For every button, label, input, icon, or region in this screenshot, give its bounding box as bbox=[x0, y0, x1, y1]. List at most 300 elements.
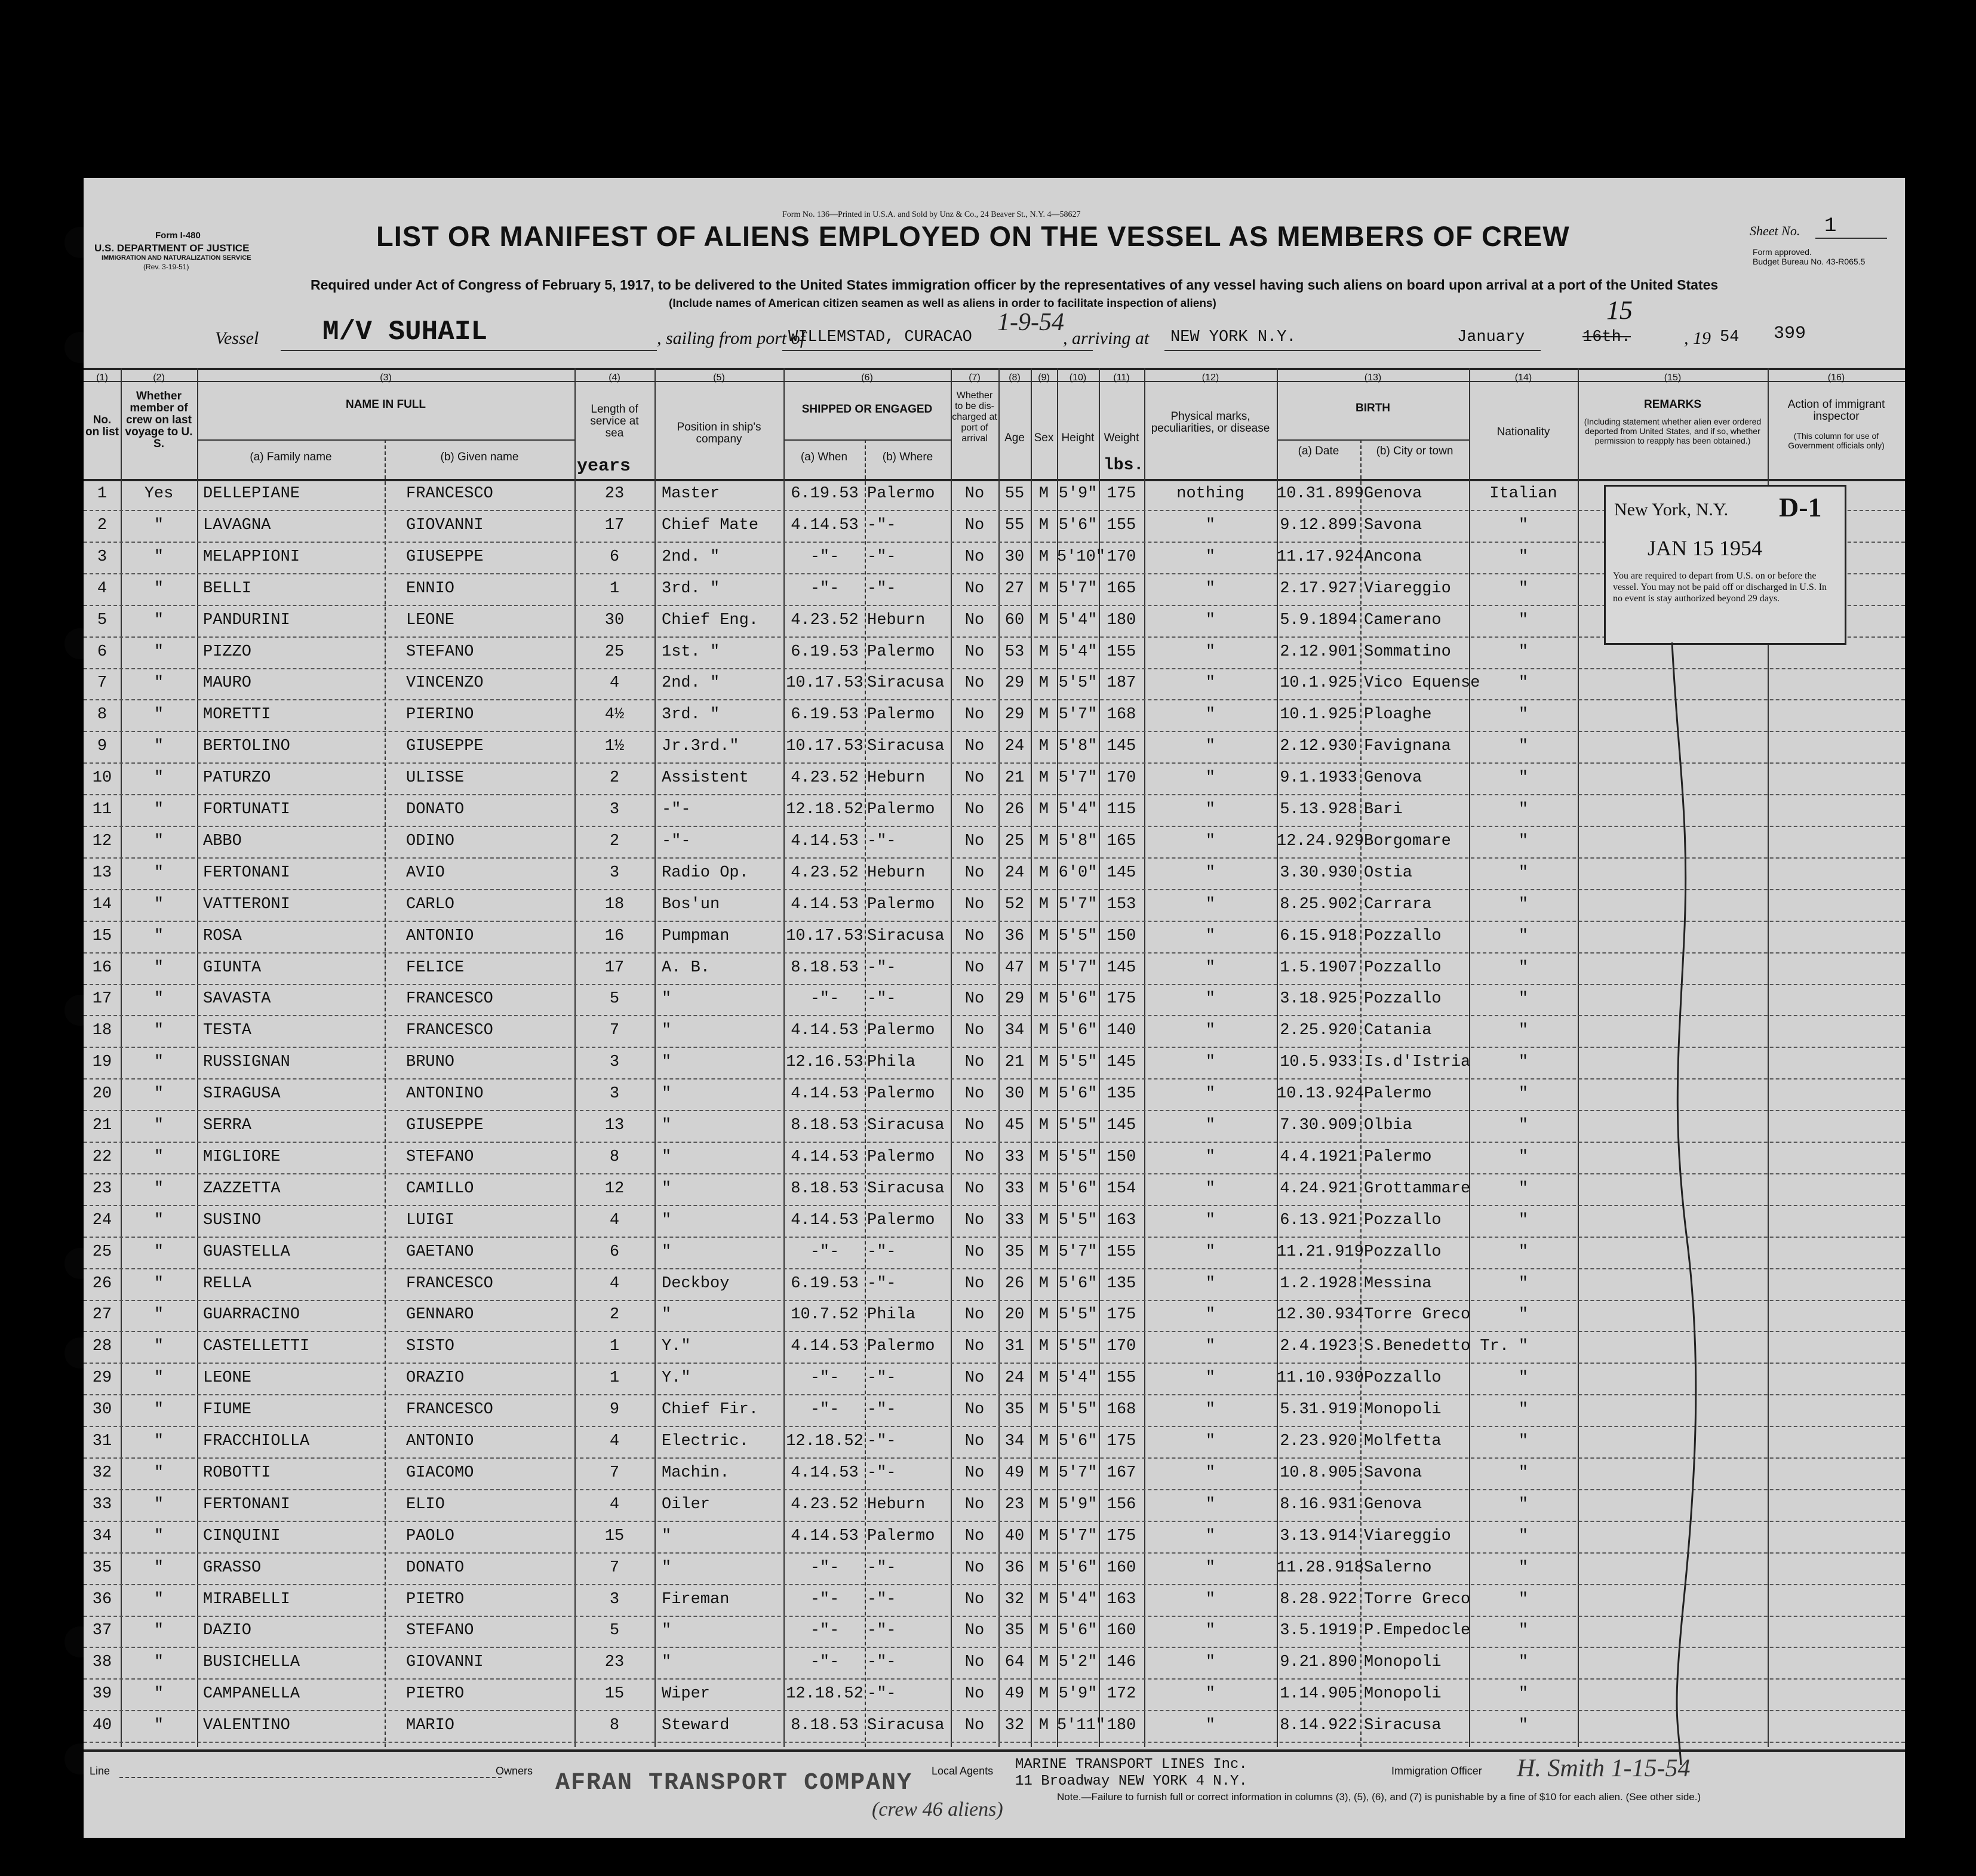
cell-family-name: SERRA bbox=[203, 1117, 252, 1134]
cell-birth-city: Genova bbox=[1364, 485, 1422, 503]
cell-years-service: 18 bbox=[604, 895, 625, 914]
col-num-3: (3) bbox=[380, 373, 392, 383]
cell-height: 5'6" bbox=[1058, 990, 1098, 1008]
col-num-13: (13) bbox=[1364, 373, 1382, 383]
header-discharged: Whether to be dis-charged at port of arrival bbox=[952, 390, 997, 444]
cell-shipped-when: 4.14.53 bbox=[791, 1085, 859, 1103]
cell-weight: 135 bbox=[1107, 1274, 1136, 1293]
cell-discharged: No bbox=[964, 958, 985, 977]
cell-years-service: 8 bbox=[609, 1717, 620, 1735]
cell-nationality: " bbox=[1518, 516, 1529, 534]
cell-years-service: 6 bbox=[609, 548, 620, 566]
cell-height: 5'9" bbox=[1058, 1685, 1098, 1703]
cell-shipped-where: Palermo bbox=[867, 1148, 935, 1166]
cell-sex: M bbox=[1038, 579, 1049, 598]
cell-birth-city: Vico Equense bbox=[1364, 674, 1480, 693]
cell-family-name: BUSICHELLA bbox=[203, 1653, 300, 1672]
cell-given-name: FRANCESCO bbox=[406, 1022, 493, 1040]
cell-given-name: GAETANO bbox=[406, 1243, 474, 1261]
cell-shipped-when: 6.19.53 bbox=[791, 642, 859, 661]
cell-discharged: No bbox=[964, 1432, 985, 1450]
cell-position: Y." bbox=[662, 1369, 691, 1388]
cell-nationality: " bbox=[1518, 1463, 1529, 1482]
cell-row-number: 30 bbox=[92, 1401, 112, 1419]
cell-birth-date: 11.28.918 bbox=[1277, 1558, 1364, 1577]
cell-age: 29 bbox=[1004, 674, 1025, 693]
table-row bbox=[84, 1680, 1905, 1711]
cell-previous-voyage: " bbox=[153, 1211, 164, 1229]
cell-height: 5'8" bbox=[1058, 737, 1098, 756]
cell-shipped-where: Siracusa bbox=[867, 737, 945, 756]
cell-family-name: GRASSO bbox=[203, 1558, 262, 1577]
cell-sex: M bbox=[1038, 548, 1049, 566]
cell-family-name: VATTERONI bbox=[203, 895, 290, 914]
cell-weight: 145 bbox=[1107, 737, 1136, 756]
cell-shipped-where: -"- bbox=[867, 1401, 896, 1419]
cell-age: 21 bbox=[1004, 769, 1025, 788]
cell-physical-marks: " bbox=[1205, 1685, 1216, 1703]
cell-years-service: 1 bbox=[609, 1369, 620, 1388]
cell-position: " bbox=[662, 1053, 672, 1072]
header-name-in-full: NAME IN FULL bbox=[345, 398, 426, 411]
manifest-title: LIST OR MANIFEST OF ALIENS EMPLOYED ON THE VESSEL AS MEMBERS OF CREW bbox=[376, 220, 1570, 252]
stamp-code: D-1 bbox=[1779, 492, 1822, 522]
cell-weight: 180 bbox=[1107, 1717, 1136, 1735]
cell-discharged: No bbox=[964, 1085, 985, 1103]
cell-shipped-where: Palermo bbox=[867, 1022, 935, 1040]
cell-birth-date: 6.15.918 bbox=[1280, 927, 1357, 945]
cell-discharged: No bbox=[964, 927, 985, 945]
cell-given-name: ORAZIO bbox=[406, 1369, 465, 1388]
immigration-officer-label: Immigration Officer bbox=[1391, 1765, 1482, 1777]
cell-nationality: " bbox=[1518, 1022, 1529, 1040]
cell-physical-marks: " bbox=[1205, 1211, 1216, 1229]
cell-given-name: ANTONIO bbox=[406, 1432, 474, 1450]
stamp-date: JAN 15 1954 bbox=[1648, 536, 1763, 560]
cell-given-name: FRANCESCO bbox=[406, 1401, 493, 1419]
cell-shipped-where: Palermo bbox=[867, 1527, 935, 1545]
table-row bbox=[84, 1459, 1905, 1490]
cell-sex: M bbox=[1038, 1243, 1049, 1261]
cell-age: 33 bbox=[1004, 1211, 1025, 1229]
cell-sex: M bbox=[1038, 1432, 1049, 1450]
cell-discharged: No bbox=[964, 1653, 985, 1672]
cell-position: " bbox=[662, 1117, 672, 1134]
cell-discharged: No bbox=[964, 737, 985, 756]
form-printer-line: Form No. 136—Printed in U.S.A. and Sold by Unz & Co., 24 Beaver St., N.Y. 4—58627 bbox=[782, 210, 1081, 219]
cell-shipped-when: 4.14.53 bbox=[791, 1148, 859, 1166]
cell-height: 5'7" bbox=[1058, 706, 1098, 724]
cell-previous-voyage: " bbox=[153, 706, 164, 724]
cell-shipped-where: -"- bbox=[867, 548, 896, 566]
cell-years-service: 3 bbox=[609, 863, 620, 882]
cell-previous-voyage: " bbox=[153, 1243, 164, 1261]
cell-family-name: CINQUINI bbox=[203, 1527, 281, 1545]
cell-nationality: " bbox=[1518, 927, 1529, 945]
cell-weight: 175 bbox=[1107, 1527, 1136, 1545]
sailing-date-handwritten: 1-9-54 bbox=[997, 309, 1064, 336]
cell-discharged: No bbox=[964, 548, 985, 566]
cell-physical-marks: " bbox=[1205, 990, 1216, 1008]
cell-row-number: 16 bbox=[92, 958, 112, 977]
cell-given-name: ULISSE bbox=[406, 769, 465, 788]
cell-family-name: LAVAGNA bbox=[203, 516, 271, 534]
cell-physical-marks: " bbox=[1205, 832, 1216, 850]
cell-given-name: FELICE bbox=[406, 958, 465, 977]
cell-physical-marks: " bbox=[1205, 1463, 1216, 1482]
cell-birth-city: Pozzallo bbox=[1364, 1243, 1442, 1261]
cell-birth-city: S.Benedetto Tr. bbox=[1364, 1337, 1510, 1356]
header-birth-date: (a) Date bbox=[1298, 445, 1339, 457]
remarks-handwritten-line bbox=[1660, 642, 1708, 1765]
cell-physical-marks: " bbox=[1205, 927, 1216, 945]
cell-physical-marks: " bbox=[1205, 1243, 1216, 1261]
cell-height: 5'8" bbox=[1058, 832, 1098, 850]
cell-shipped-where: Heburn bbox=[867, 863, 926, 882]
col-num-10: (10) bbox=[1069, 373, 1087, 383]
cell-shipped-when: 12.16.53 bbox=[786, 1053, 863, 1072]
cell-age: 35 bbox=[1004, 1622, 1025, 1640]
sailing-label: , sailing from port of bbox=[657, 328, 806, 348]
cell-years-service: 3 bbox=[609, 1085, 620, 1103]
cell-sex: M bbox=[1038, 706, 1049, 724]
table-row bbox=[84, 1523, 1905, 1554]
table-row bbox=[84, 1017, 1905, 1048]
cell-position: Chief Mate bbox=[662, 516, 759, 534]
cell-birth-city: Pozzallo bbox=[1364, 927, 1442, 945]
cell-sex: M bbox=[1038, 737, 1049, 756]
cell-shipped-where: -"- bbox=[867, 516, 896, 534]
cell-previous-voyage: " bbox=[153, 1337, 164, 1356]
cell-weight: 168 bbox=[1107, 706, 1136, 724]
cell-height: 5'4" bbox=[1058, 801, 1098, 819]
cell-age: 55 bbox=[1004, 516, 1025, 534]
cell-row-number: 1 bbox=[97, 485, 107, 503]
cell-family-name: DELLEPIANE bbox=[203, 485, 300, 503]
cell-weight: 146 bbox=[1107, 1653, 1136, 1672]
cell-years-service: 25 bbox=[604, 642, 625, 661]
cell-height: 5'6" bbox=[1058, 1085, 1098, 1103]
cell-physical-marks: " bbox=[1205, 1432, 1216, 1450]
cell-row-number: 14 bbox=[92, 895, 112, 914]
cell-previous-voyage: " bbox=[153, 1148, 164, 1166]
cell-nationality: " bbox=[1518, 895, 1529, 914]
cell-position: Chief Eng. bbox=[662, 611, 759, 629]
cell-birth-city: P.Empedocle bbox=[1364, 1622, 1471, 1640]
cell-weight: 165 bbox=[1107, 579, 1136, 598]
table-row bbox=[84, 859, 1905, 890]
cell-family-name: FRACCHIOLLA bbox=[203, 1432, 310, 1450]
cell-previous-voyage: " bbox=[153, 1432, 164, 1450]
cell-birth-city: Pozzallo bbox=[1364, 1369, 1442, 1388]
form-revision: (Rev. 3-19-51) bbox=[143, 263, 189, 271]
cell-birth-date: 3.13.914 bbox=[1280, 1527, 1357, 1545]
cell-birth-date: 10.5.933 bbox=[1280, 1053, 1357, 1072]
cell-nationality: " bbox=[1518, 769, 1529, 788]
cell-discharged: No bbox=[964, 1179, 985, 1198]
cell-height: 5'6" bbox=[1058, 516, 1098, 534]
cell-position: -"- bbox=[662, 801, 691, 819]
cell-family-name: TESTA bbox=[203, 1022, 252, 1040]
cell-previous-voyage: " bbox=[153, 927, 164, 945]
table-row bbox=[84, 1617, 1905, 1648]
cell-given-name: STEFANO bbox=[406, 1148, 474, 1166]
cell-row-number: 28 bbox=[92, 1337, 112, 1356]
cell-years-service: 4 bbox=[609, 1211, 620, 1229]
cell-given-name: ENNIO bbox=[406, 579, 455, 598]
cell-previous-voyage: " bbox=[153, 1622, 164, 1640]
cell-nationality: " bbox=[1518, 1085, 1529, 1103]
cell-shipped-where: Siracusa bbox=[867, 1179, 945, 1198]
cell-nationality: " bbox=[1518, 832, 1529, 850]
cell-physical-marks: " bbox=[1205, 1022, 1216, 1040]
cell-age: 35 bbox=[1004, 1243, 1025, 1261]
cell-family-name: MAURO bbox=[203, 674, 252, 693]
cell-given-name: PIERINO bbox=[406, 706, 474, 724]
cell-age: 52 bbox=[1004, 895, 1025, 914]
cell-height: 5'4" bbox=[1058, 642, 1098, 661]
cell-weight: 155 bbox=[1107, 1243, 1136, 1261]
cell-weight: 187 bbox=[1107, 674, 1136, 693]
cell-previous-voyage: " bbox=[153, 548, 164, 566]
cell-nationality: " bbox=[1518, 1590, 1529, 1609]
cell-years-service: 16 bbox=[604, 927, 625, 945]
cell-weight: 155 bbox=[1107, 516, 1136, 534]
cell-shipped-where: -"- bbox=[867, 579, 896, 598]
table-row bbox=[84, 1712, 1905, 1743]
cell-discharged: No bbox=[964, 1527, 985, 1545]
cell-birth-date: 10.1.925 bbox=[1280, 706, 1357, 724]
cell-given-name: PAOLO bbox=[406, 1527, 455, 1545]
col-num-9: (9) bbox=[1038, 373, 1050, 383]
table-row bbox=[84, 1301, 1905, 1332]
cell-years-service: 15 bbox=[604, 1527, 625, 1545]
cell-given-name: VINCENZO bbox=[406, 674, 484, 693]
cell-previous-voyage: " bbox=[153, 1527, 164, 1545]
cell-previous-voyage: " bbox=[153, 958, 164, 977]
cell-physical-marks: " bbox=[1205, 516, 1216, 534]
cell-height: 5'6" bbox=[1058, 1179, 1098, 1198]
cell-discharged: No bbox=[964, 1685, 985, 1703]
cell-weight: 160 bbox=[1107, 1558, 1136, 1577]
cell-physical-marks: " bbox=[1205, 1306, 1216, 1324]
header-inspector-action: Action of immigrant inspector bbox=[1787, 398, 1885, 423]
cell-years-service: 23 bbox=[604, 1653, 625, 1672]
cell-nationality: Italian bbox=[1489, 485, 1557, 503]
cell-given-name: GIUSEPPE bbox=[406, 1117, 484, 1134]
crew-table bbox=[84, 368, 1905, 1831]
cell-family-name: PIZZO bbox=[203, 642, 252, 661]
cell-height: 5'7" bbox=[1058, 895, 1098, 914]
table-row bbox=[84, 796, 1905, 827]
arrival-day-correction: 15 bbox=[1606, 296, 1633, 325]
cell-previous-voyage: " bbox=[153, 1495, 164, 1514]
cell-shipped-when: 8.18.53 bbox=[791, 1179, 859, 1198]
cell-row-number: 37 bbox=[92, 1622, 112, 1640]
cell-position: " bbox=[662, 1022, 672, 1040]
page-number: 399 bbox=[1774, 324, 1806, 344]
cell-nationality: " bbox=[1518, 1558, 1529, 1577]
cell-weight: 155 bbox=[1107, 642, 1136, 661]
cell-row-number: 7 bbox=[97, 674, 107, 693]
cell-previous-voyage: " bbox=[153, 611, 164, 629]
header-physical-marks: Physical marks, peculiarities, or disease bbox=[1151, 410, 1270, 435]
cell-weight: 145 bbox=[1107, 958, 1136, 977]
cell-family-name: LEONE bbox=[203, 1369, 252, 1388]
cell-discharged: No bbox=[964, 1337, 985, 1356]
cell-row-number: 6 bbox=[97, 642, 107, 661]
cell-position: Y." bbox=[662, 1337, 691, 1356]
cell-age: 34 bbox=[1004, 1022, 1025, 1040]
cell-row-number: 26 bbox=[92, 1274, 112, 1293]
cell-weight: 167 bbox=[1107, 1463, 1136, 1482]
table-row bbox=[84, 922, 1905, 954]
cell-years-service: 15 bbox=[604, 1685, 625, 1703]
cell-given-name: FRANCESCO bbox=[406, 990, 493, 1008]
cell-birth-date: 12.30.934 bbox=[1277, 1306, 1364, 1324]
cell-shipped-when: -"- bbox=[810, 1622, 840, 1640]
cell-birth-date: 2.23.920 bbox=[1280, 1432, 1357, 1450]
cell-birth-date: 10.1.925 bbox=[1280, 674, 1357, 693]
owners-label: Owners bbox=[496, 1765, 533, 1777]
cell-sex: M bbox=[1038, 1211, 1049, 1229]
cell-shipped-where: Heburn bbox=[867, 769, 926, 788]
cell-age: 32 bbox=[1004, 1717, 1025, 1735]
cell-shipped-where: Palermo bbox=[867, 1337, 935, 1356]
cell-age: 36 bbox=[1004, 927, 1025, 945]
cell-years-service: 4 bbox=[609, 1495, 620, 1514]
cell-birth-date: 12.24.929 bbox=[1277, 832, 1364, 850]
local-agents-label: Local Agents bbox=[932, 1765, 994, 1777]
sheet-label: Sheet No. bbox=[1750, 223, 1800, 238]
cell-height: 5'2" bbox=[1058, 1653, 1098, 1672]
cell-sex: M bbox=[1038, 1463, 1049, 1482]
cell-age: 36 bbox=[1004, 1558, 1025, 1577]
col-num-15: (15) bbox=[1664, 373, 1682, 383]
cell-position: " bbox=[662, 1622, 672, 1640]
header-height: Height bbox=[1061, 432, 1095, 444]
cell-nationality: " bbox=[1518, 1495, 1529, 1514]
cell-nationality: " bbox=[1518, 1211, 1529, 1229]
cell-birth-date: 2.12.901 bbox=[1280, 642, 1357, 661]
cell-row-number: 24 bbox=[92, 1211, 112, 1229]
arrival-port: NEW YORK N.Y. bbox=[1170, 328, 1296, 346]
cell-shipped-when: 10.17.53 bbox=[786, 927, 863, 945]
cell-birth-date: 3.5.1919 bbox=[1280, 1622, 1357, 1640]
cell-birth-date: 7.30.909 bbox=[1280, 1117, 1357, 1134]
cell-shipped-when: 4.14.53 bbox=[791, 1463, 859, 1482]
table-row bbox=[84, 954, 1905, 985]
cell-weight: 150 bbox=[1107, 1148, 1136, 1166]
cell-physical-marks: " bbox=[1205, 1337, 1216, 1356]
vessel-name: M/V SUHAIL bbox=[322, 316, 488, 347]
cell-row-number: 13 bbox=[92, 863, 112, 882]
header-nationality: Nationality bbox=[1496, 426, 1550, 438]
cell-position: " bbox=[662, 1527, 672, 1545]
cell-shipped-where: Palermo bbox=[867, 706, 935, 724]
header-weight: Weight bbox=[1104, 432, 1139, 444]
cell-shipped-when: 10.17.53 bbox=[786, 674, 863, 693]
cell-position: " bbox=[662, 1243, 672, 1261]
cell-nationality: " bbox=[1518, 801, 1529, 819]
cell-height: 5'7" bbox=[1058, 1463, 1098, 1482]
cell-position: 3rd. " bbox=[662, 579, 720, 598]
cell-age: 53 bbox=[1004, 642, 1025, 661]
form-number: Form I-480 bbox=[155, 230, 201, 241]
cell-sex: M bbox=[1038, 1148, 1049, 1166]
header-sex: Sex bbox=[1034, 432, 1054, 444]
cell-birth-city: Siracusa bbox=[1364, 1717, 1442, 1735]
cell-sex: M bbox=[1038, 1369, 1049, 1388]
cell-position: Steward bbox=[662, 1717, 730, 1735]
cell-height: 5'10" bbox=[1057, 548, 1106, 566]
cell-physical-marks: " bbox=[1205, 642, 1216, 661]
cell-shipped-when: 12.18.52 bbox=[786, 801, 863, 819]
cell-family-name: ROSA bbox=[203, 927, 242, 945]
table-row bbox=[84, 1080, 1905, 1111]
cell-discharged: No bbox=[964, 1622, 985, 1640]
cell-given-name: MARIO bbox=[406, 1717, 455, 1735]
cell-given-name: ANTONINO bbox=[406, 1085, 484, 1103]
cell-shipped-where: Phila bbox=[867, 1053, 916, 1072]
cell-shipped-when: -"- bbox=[810, 579, 840, 598]
cell-shipped-where: Palermo bbox=[867, 801, 935, 819]
cell-shipped-when: 6.19.53 bbox=[791, 1274, 859, 1293]
cell-years-service: 2 bbox=[609, 769, 620, 788]
cell-birth-city: Ancona bbox=[1364, 548, 1422, 566]
cell-given-name: GIUSEPPE bbox=[406, 737, 484, 756]
cell-previous-voyage: " bbox=[153, 1401, 164, 1419]
cell-weight: 170 bbox=[1107, 1337, 1136, 1356]
col-num-8: (8) bbox=[1009, 373, 1021, 383]
cell-height: 5'7" bbox=[1058, 579, 1098, 598]
cell-family-name: ABBO bbox=[203, 832, 242, 850]
cell-sex: M bbox=[1038, 642, 1049, 661]
cell-years-service: 17 bbox=[604, 516, 625, 534]
cell-discharged: No bbox=[964, 642, 985, 661]
cell-age: 33 bbox=[1004, 1148, 1025, 1166]
cell-given-name: PIETRO bbox=[406, 1590, 465, 1609]
cell-height: 5'5" bbox=[1058, 1053, 1098, 1072]
cell-shipped-when: 12.18.52 bbox=[786, 1685, 863, 1703]
cell-weight: 175 bbox=[1107, 990, 1136, 1008]
cell-age: 47 bbox=[1004, 958, 1025, 977]
cell-years-service: 8 bbox=[609, 1148, 620, 1166]
cell-discharged: No bbox=[964, 1401, 985, 1419]
cell-nationality: " bbox=[1518, 1369, 1529, 1388]
cell-birth-date: 10.8.905 bbox=[1280, 1463, 1357, 1482]
cell-height: 5'7" bbox=[1058, 769, 1098, 788]
cell-years-service: 4 bbox=[609, 674, 620, 693]
cell-weight: 175 bbox=[1107, 485, 1136, 503]
cell-discharged: No bbox=[964, 1243, 985, 1261]
cell-previous-voyage: " bbox=[153, 1685, 164, 1703]
cell-discharged: No bbox=[964, 895, 985, 914]
cell-nationality: " bbox=[1518, 1337, 1529, 1356]
cell-nationality: " bbox=[1518, 1053, 1529, 1072]
cell-shipped-when: 4.14.53 bbox=[791, 516, 859, 534]
cell-sex: M bbox=[1038, 1495, 1049, 1514]
col-num-1: (1) bbox=[96, 373, 108, 383]
cell-weight: 145 bbox=[1107, 1053, 1136, 1072]
cell-height: 5'7" bbox=[1058, 1527, 1098, 1545]
cell-discharged: No bbox=[964, 832, 985, 850]
cell-age: 49 bbox=[1004, 1463, 1025, 1482]
cell-row-number: 36 bbox=[92, 1590, 112, 1609]
cell-position: Chief Fir. bbox=[662, 1401, 759, 1419]
cell-previous-voyage: " bbox=[153, 832, 164, 850]
cell-shipped-when: 12.18.52 bbox=[786, 1432, 863, 1450]
